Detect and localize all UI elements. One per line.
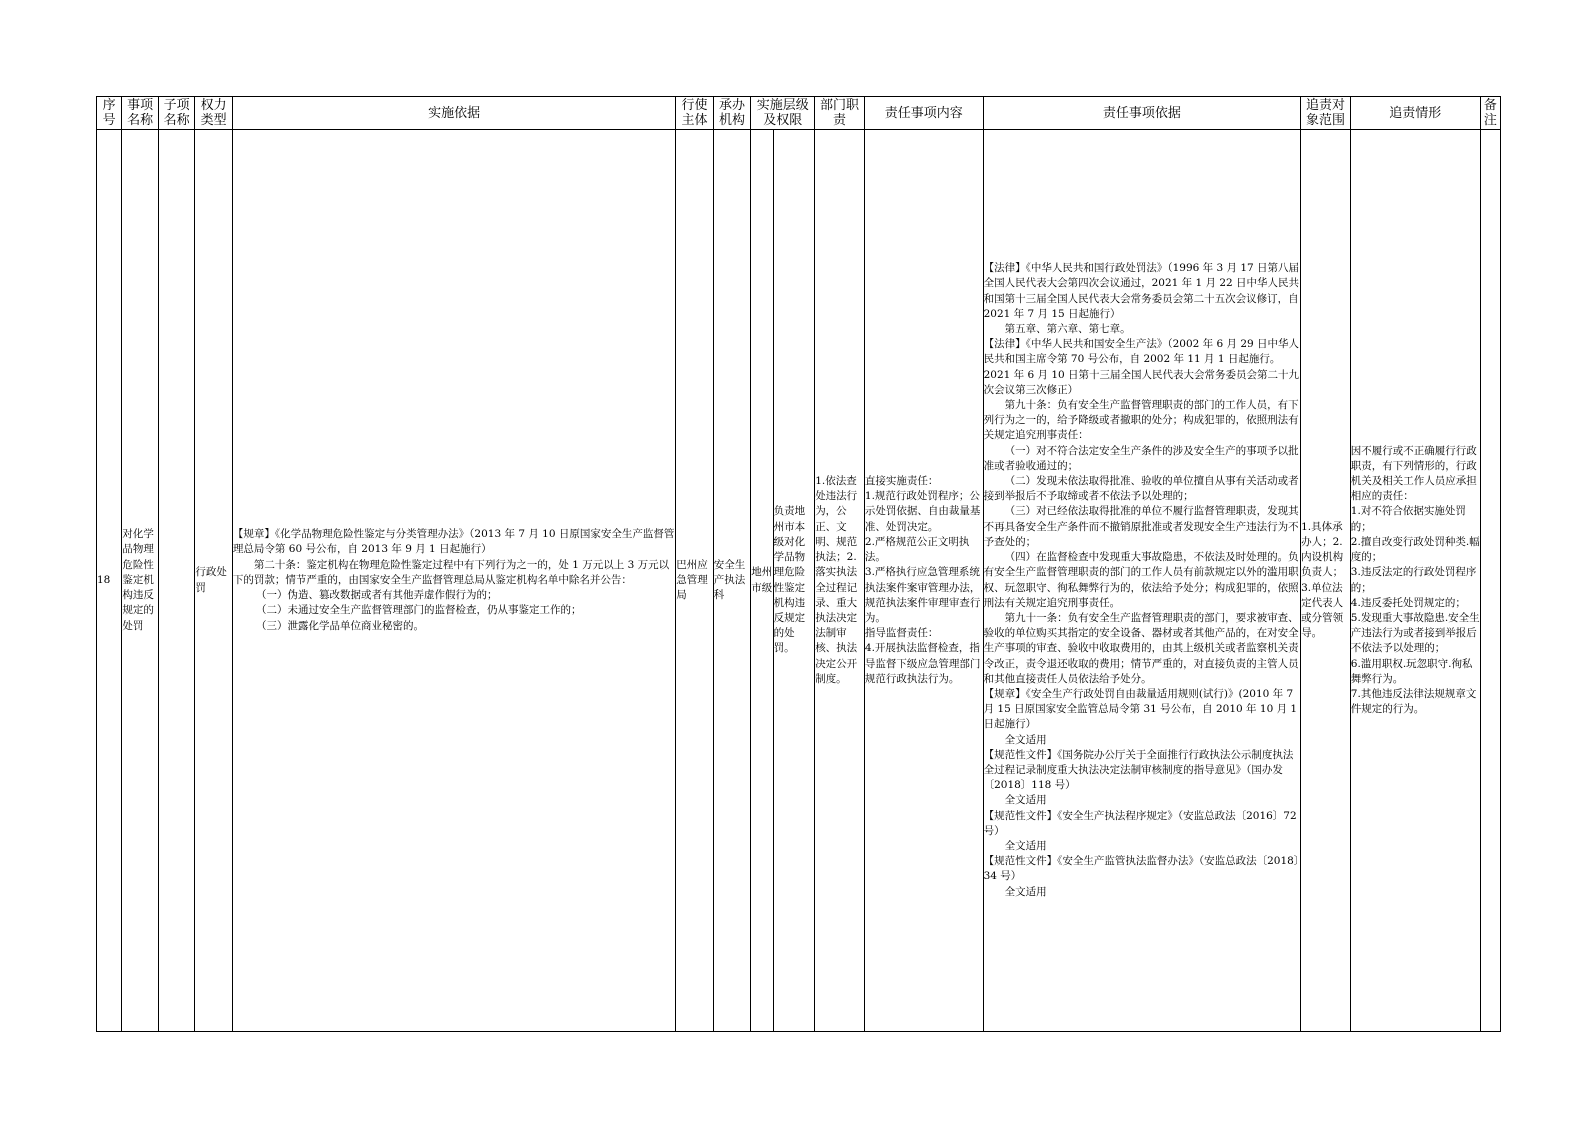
header-shishi-cengji: 实施层级及权限 — [751, 97, 815, 130]
cell-shishi-quanxian: 负责地州市本级对化学品物理危险性鉴定机构违反规定的处罚。 — [773, 130, 815, 1032]
zeren-yiju-line: 【法律】《中华人民共和国行政处罚法》（1996 年 3 月 17 日第八届全国人民代表大会第四次会议通过，2021 年 1 月 22 日中华人民共和国第十三届全国人民代表大会常务委员会第二十五次会议修订，自 2021 年 7 月 15 日起施行） — [983, 262, 1302, 320]
table-row — [97, 130, 1501, 1032]
zeren-neirong-line: 指导监督责任： — [864, 627, 939, 640]
shishi-yiju-line: （一）伪造、篡改数据或者有其他弄虚作假行为的； — [256, 589, 498, 602]
header-chengban-jigou: 承办机构 — [713, 97, 751, 130]
zeren-neirong-line: 1.规范行政处罚程序；公示处罚依据、自由裁量基准、处罚决定。 — [864, 490, 981, 533]
header-row — [97, 97, 1501, 130]
shishi-yiju-line: （三）泄露化学品单位商业秘密的。 — [256, 619, 425, 632]
cell-shishi-cengji: 地州市级 — [751, 130, 773, 1032]
shishi-yiju-line: （二）未通过安全生产监督管理部门的监督检查，仍从事鉴定工作的； — [256, 604, 582, 617]
zhuize-qingxing-line: 5.发现重大事故隐患.安全生产违法行为或者接到举报后不依法予以处理的； — [1350, 611, 1480, 655]
zeren-yiju-line: 【规章】《安全生产行政处罚自由裁量适用规则(试行)》(2010 年 7 月 15 日原国家安全监管总局令第 31 号公布，自 2010 年 10 月 1 日起施行） — [983, 687, 1301, 731]
zhuize-qingxing-line: 4.违反委托处罚规定的； — [1350, 596, 1466, 609]
zeren-neirong-line: 2.严格规范公正文明执法。 — [864, 535, 970, 564]
zhuize-qingxing-line: 3.违反法定的行政处罚程序的； — [1350, 566, 1477, 594]
cell-xingshi-zhuti: 巴州应急管理局 — [676, 130, 714, 1032]
responsibility-table — [96, 96, 1501, 1032]
zeren-neirong-line: 直接实施责任： — [864, 475, 939, 488]
zeren-yiju-line: 第五章、第六章、第七章。 — [1004, 323, 1131, 336]
header-zhuize-qingxing: 追责情形 — [1350, 97, 1480, 130]
zeren-yiju-line: （三）对已经依法取得批准的单位不履行监督管理职责，发现其不再具备安全生产条件而不撤销原批准或者发现安全生产违法行为不予查处的； — [983, 505, 1299, 548]
zeren-yiju-line: （二）发现未依法取得批准、验收的单位擅自从事有关活动或者接到举报后不予取缔或者不依法予以处理的； — [983, 475, 1299, 503]
header-xingshi-zhuti: 行使主体 — [676, 97, 714, 130]
header-zeren-yiju: 责任事项依据 — [983, 97, 1301, 130]
zeren-yiju-line: 【规范性文件】《安全生产执法程序规定》（安监总政法〔2016〕72 号） — [983, 809, 1301, 837]
zhuize-qingxing-line: 1.对不符合依据实施处罚的； — [1350, 505, 1466, 533]
header-xuhao: 序号 — [97, 97, 122, 130]
header-shixiang-mingcheng: 事项名称 — [122, 97, 159, 130]
zhuize-qingxing-line: 6.滥用职权.玩忽职守.徇私舞弊行为。 — [1350, 657, 1473, 685]
shishi-yiju-line: 第二十条：鉴定机构在物理危险性鉴定过程中有下列行为之一的，处 1 万元以上 3 万元以下的罚款；情节严重的，由国家安全生产监督管理总局从鉴定机构名单中除名并公告： — [232, 558, 670, 586]
zeren-yiju-line: 全文适用 — [1004, 733, 1047, 746]
zeren-yiju-line: 【规范性文件】《国务院办公厅关于全面推行行政执法公示制度执法全过程记录制度重大执法决定法制审核制度的指导意见》（国办发〔2018〕118 号） — [983, 748, 1294, 792]
zhuize-qingxing-line: 因不履行或不正确履行行政职责，有下列情形的，行政机关及相关工作人员应承担相应的责任： — [1350, 444, 1477, 503]
header-zixiang-mingcheng: 子项名称 — [158, 97, 195, 130]
zeren-yiju-line: 【法律】《中华人民共和国安全生产法》（2002 年 6 月 29 日中华人民共和国主席令第 70 号公布，自 2002 年 11 月 1 日起施行。2021 年 6 月 10 日第十三届全国人民代表大会常务委员会第二十九次会议第三次修正） — [983, 338, 1300, 396]
zeren-yiju-line: （四）在监督检查中发现重大事故隐患，不依法及时处理的。负有安全生产监督管理职责的部门的工作人员有前款规定以外的滥用职权、玩忽职守、徇私舞弊行为的，依法给予处分；构成犯罪的，依照刑法有关规定追究刑事责任。 — [983, 551, 1299, 609]
cell-zhuize-duixiang: 1.具体承办人；2.内设机构负责人；3.单位法定代表人或分管领导。 — [1301, 130, 1351, 1032]
cell-xuhao: 18 — [97, 130, 122, 1032]
header-shishi-yiju: 实施依据 — [232, 97, 675, 130]
cell-bumen-zhize: 1.依法查处违法行为，公正、文明、规范执法；2.落实执法全过程记录、重大执法决定法制审核、执法决定公开制度。 — [815, 130, 865, 1032]
zeren-yiju-line: 全文适用 — [1004, 794, 1047, 807]
zeren-yiju-line: 全文适用 — [1004, 885, 1047, 898]
cell-beizhu — [1480, 130, 1500, 1032]
cell-quanli-leixing: 行政处罚 — [195, 130, 233, 1032]
cell-zeren-neirong — [864, 130, 983, 1032]
zeren-yiju-line: （一）对不符合法定安全生产条件的涉及安全生产的事项予以批准或者验收通过的； — [983, 444, 1299, 472]
zeren-yiju-line: 全文适用 — [1004, 839, 1047, 852]
cell-chengban-jigou: 安全生产执法科 — [713, 130, 751, 1032]
header-quanli-leixing: 权力类型 — [195, 97, 233, 130]
zeren-yiju-line: 【规范性文件】《安全生产监管执法监督办法》（安监总政法〔2018〕34 号） — [983, 855, 1300, 883]
zhuize-qingxing-line: 2.擅自改变行政处罚种类.幅度的； — [1350, 535, 1480, 564]
zeren-neirong-line: 4.开展执法监督检查，指导监督下级应急管理部门规范行政执法行为。 — [864, 642, 981, 685]
zeren-yiju-line: 第九十一条：负有安全生产监督管理职责的部门，要求被审查、验收的单位购买其指定的安全设备、器材或者其他产品的，在对安全生产事项的审查、验收中收取费用的，由其上级机关或者监察机关责令改正，责令退还收取的费用；情节严重的，对直接负责的主管人员和其他直接责任人员依法给予处分。 — [983, 611, 1299, 685]
header-zhuize-duixiang: 追责对象范围 — [1301, 97, 1351, 130]
header-beizhu: 备注 — [1480, 97, 1500, 130]
cell-zixiang-mingcheng — [158, 130, 195, 1032]
zeren-neirong-line: 3.严格执行应急管理系统执法案件案审管理办法，规范执法案件审理审查行为。 — [864, 566, 981, 624]
zeren-yiju-line: 第九十条：负有安全生产监督管理职责的部门的工作人员，有下列行为之一的，给予降级或者撤职的处分；构成犯罪的，依照刑法有关规定追究刑事责任： — [983, 399, 1299, 442]
header-zeren-neirong: 责任事项内容 — [864, 97, 983, 130]
cell-shishi-yiju — [232, 130, 675, 1032]
header-bumen-zhize: 部门职责 — [815, 97, 865, 130]
zhuize-qingxing-line: 7.其他违反法律法规规章文件规定的行为。 — [1350, 687, 1477, 716]
cell-zhuize-qingxing — [1350, 130, 1480, 1032]
cell-zeren-yiju — [983, 130, 1301, 1032]
cell-shixiang-mingcheng: 对化学品物理危险性鉴定机构违反规定的处罚 — [122, 130, 159, 1032]
shishi-yiju-line: 【规章】《化学品物理危险性鉴定与分类管理办法》（2013 年 7 月 10 日原国家安全生产监督管理总局令第 60 号公布，自 2013 年 9 月 1 日起施行） — [232, 528, 675, 556]
